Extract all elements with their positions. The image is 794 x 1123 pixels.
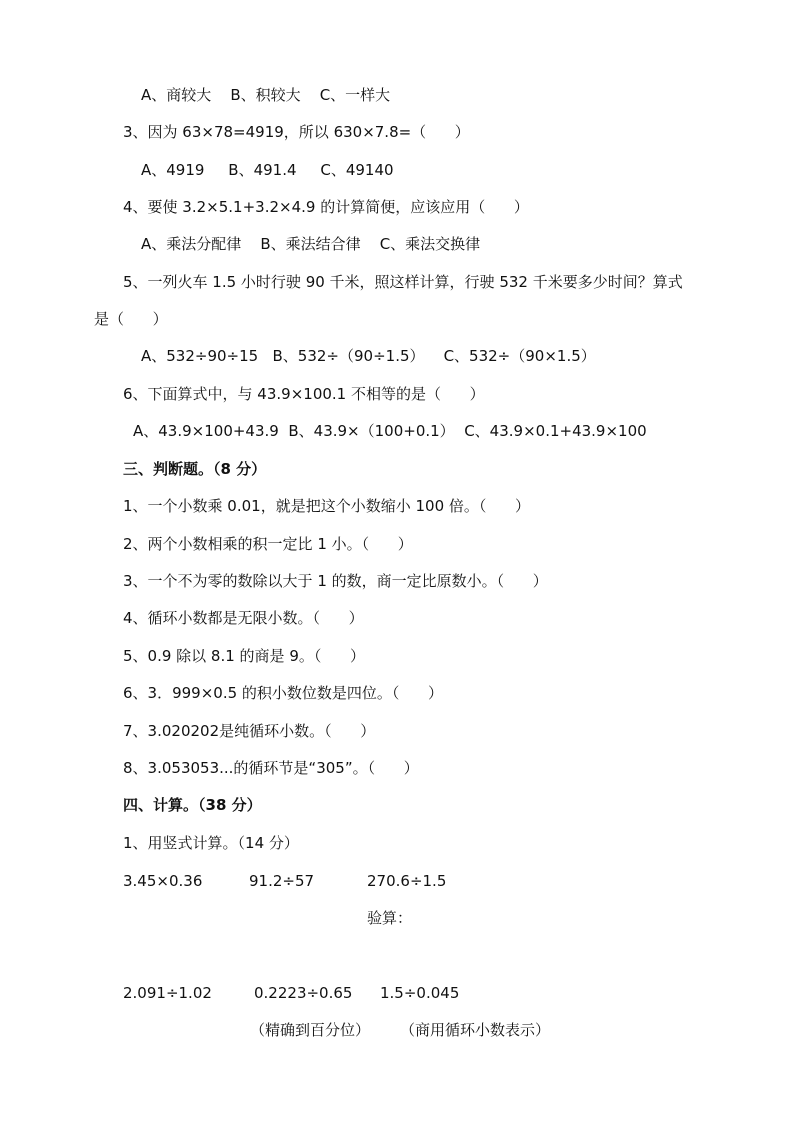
q4-options: A、乘法分配律 B、乘法结合律 C、乘法交换律 — [141, 235, 481, 253]
section4-title: 四、计算。（38 分） — [123, 796, 262, 814]
calc-note-2: （商用循环小数表示） — [400, 1021, 551, 1039]
judge-item-8: 8、3.053053...的循环节是“305”。（ ） — [123, 759, 419, 777]
judge-item-4: 4、循环小数都是无限小数。（ ） — [123, 609, 364, 627]
q5-stem-line2: 是（ ） — [94, 310, 168, 328]
calc-expr-2: 91.2÷57 — [249, 872, 315, 890]
q6-options: A、43.9×100+43.9 B、43.9×（100+0.1） C、43.9×0.1+43.9×100 — [133, 422, 647, 440]
calc-expr-4: 2.091÷1.02 — [123, 984, 212, 1002]
q5-options: A、532÷90÷15 B、532÷（90÷1.5） C、532÷（90×1.5） — [141, 347, 596, 365]
q5-stem-line1: 5、一列火车 1.5 小时行驶 90 千米，照这样计算，行驶 532 千米要多少时间？算式 — [123, 273, 683, 291]
calc-expr-5: 0.2223÷0.65 — [254, 984, 353, 1002]
judge-item-1: 1、一个小数乘 0.01，就是把这个小数缩小 100 倍。（ ） — [123, 497, 530, 515]
judge-item-2: 2、两个小数相乘的积一定比 1 小。（ ） — [123, 535, 413, 553]
q4-stem: 4、要使 3.2×5.1+3.2×4.9 的计算简便，应该应用（ ） — [123, 198, 529, 216]
calc-expr-6: 1.5÷0.045 — [380, 984, 460, 1002]
calc-expr-1: 3.45×0.36 — [123, 872, 203, 890]
calc-expr-3: 270.6÷1.5 — [367, 872, 447, 890]
section4-sub1: 1、用竖式计算。（14 分） — [123, 834, 299, 852]
q3-stem: 3、因为 63×78=4919，所以 630×7.8=（ ） — [123, 123, 470, 141]
check-label: 验算： — [367, 909, 413, 927]
judge-item-7: 7、3.020202是纯循环小数。（ ） — [123, 722, 376, 740]
q2-options: A、商较大 B、积较大 C、一样大 — [141, 86, 391, 104]
judge-item-3: 3、一个不为零的数除以大于 1 的数，商一定比原数小。（ ） — [123, 572, 548, 590]
judge-item-5: 5、0.9 除以 8.1 的商是 9。（ ） — [123, 647, 365, 665]
q3-options: A、4919 B、491.4 C、49140 — [141, 161, 394, 179]
calc-note-1: （精确到百分位） — [250, 1021, 371, 1039]
judge-item-6: 6、3．999×0.5 的积小数位数是四位。（ ） — [123, 684, 444, 702]
section3-title: 三、判断题。（8 分） — [123, 460, 267, 478]
q6-stem: 6、下面算式中，与 43.9×100.1 不相等的是（ ） — [123, 385, 485, 403]
